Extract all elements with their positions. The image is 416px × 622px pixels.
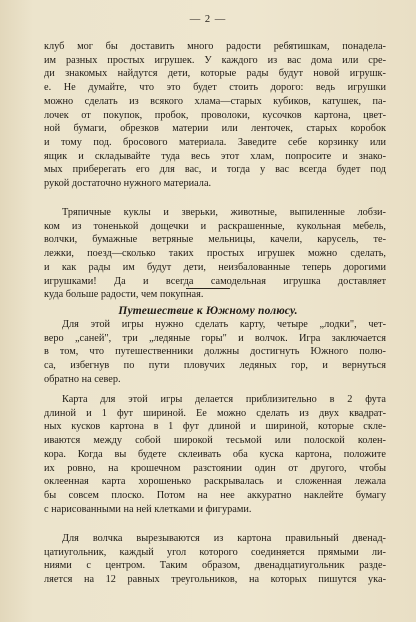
text-line: можно сделать из всякого хлама—старых кубиков, катушек, па-: [44, 95, 386, 107]
text-line: с нарисованными на ней клетками и фигурами.: [44, 503, 252, 515]
paragraph-map-construction: [44, 393, 386, 516]
page-number: — 2 —: [189, 14, 227, 25]
text-line: в том, что путешественники должны достигнуть Южного полю-: [44, 346, 386, 358]
section-divider: [186, 288, 230, 289]
text-line: Для этой игры нужно сделать карту, четыре „лодки", чет-: [62, 319, 386, 330]
text-line: оклеенная карта хорошенько раскрывалась и сложенная лежала: [44, 476, 386, 488]
text-line: им разных простых игрушек. У каждого из вас дома или сре-: [44, 54, 386, 66]
text-line: лочек от покупок, пробок, проволоки, кусочков картона, цвет-: [44, 109, 386, 121]
text-line: лежки, поезд—сколько таких простых игрушек можно сделать,: [44, 248, 386, 260]
text-line: обратно на север.: [44, 373, 121, 385]
text-line: иваются между собой широкой тесьмой или полоской колен-: [44, 435, 386, 447]
text-line: и тому под. бросового материала. Заведите себе корзинку или: [44, 137, 386, 149]
text-line: са, избегнув по пути пловучих ледяных гор, и вернуться: [44, 360, 386, 372]
text-line: ком из тоненькой дощечки и раскрашенные, кукольная мебель,: [44, 220, 386, 232]
text-line: ящик и складывайте туда весь этот хлам, попросите и знако-: [44, 150, 386, 162]
text-line: игрушками! Да и всегда самодельная игрушка доставляет: [44, 275, 386, 287]
text-line: куда больше радости, чем покупная.: [44, 289, 204, 301]
text-line: их ровно, на крошечном разстоянии один от другого, чтобы: [44, 462, 386, 474]
text-line: кора. Когда вы будете склеивать оба куска картона, положите: [44, 448, 386, 460]
text-line: мых приберегать его для вас, и тогда у вас всегда будет под: [44, 164, 386, 176]
text-line: рукой достаточно нужного материала.: [44, 178, 212, 190]
text-line: волчки, бумажные ветряные мельницы, качели, карусель, те-: [44, 234, 386, 246]
paragraph-game-overview: [44, 318, 386, 387]
text-line: бы совсем плоско. Потом на нее аккуратно наклейте бумагу: [44, 490, 386, 502]
text-line: ляется на 12 равных треугольников, на которых пишутся ука-: [44, 574, 386, 586]
text-line: ди знакомых найдутся дети, которые рады будут новой игрушк-: [44, 68, 386, 80]
text-line: длиной и 1 фут шириной. Ее можно сделать из двух квадрат-: [44, 407, 386, 419]
text-line: ниями с центром. Таким образом, двенадцатиугольник разде-: [44, 560, 386, 572]
paragraph-spinner-construction: [44, 532, 386, 587]
text-line: Тряпичные куклы и зверьки, животные, выпиленные лобзи-: [62, 207, 386, 218]
section-heading: Путешествие к Южному полюсу.: [118, 305, 298, 317]
text-line: ной бумаги, обрезков материи или ленточек, старых коробок: [44, 123, 386, 135]
text-line: ных кусков картона в 1 фут длиной и шириной, которые скле-: [44, 421, 386, 433]
paragraph-homemade-toys-intro: [44, 40, 386, 191]
text-line: Для волчка вырезываются из картона правильный двенад-: [62, 533, 386, 544]
text-line: веро „саней", три „ледяные горы" и волчок. Игра заключается: [44, 332, 386, 344]
text-line: е. Не думайте, что это будет стоить дорого: ведь игрушки: [44, 82, 386, 94]
text-line: клуб мог бы доставить много радости ребятишкам, понадела-: [44, 41, 386, 52]
text-line: и как рады им будут дети, неизбалованные теперь дорогими: [44, 261, 386, 273]
text-line: цатиугольник, каждый угол которого соединяется прямыми ли-: [44, 546, 386, 558]
text-line: Карта для этой игры делается приблизительно в 2 фута: [62, 394, 386, 405]
